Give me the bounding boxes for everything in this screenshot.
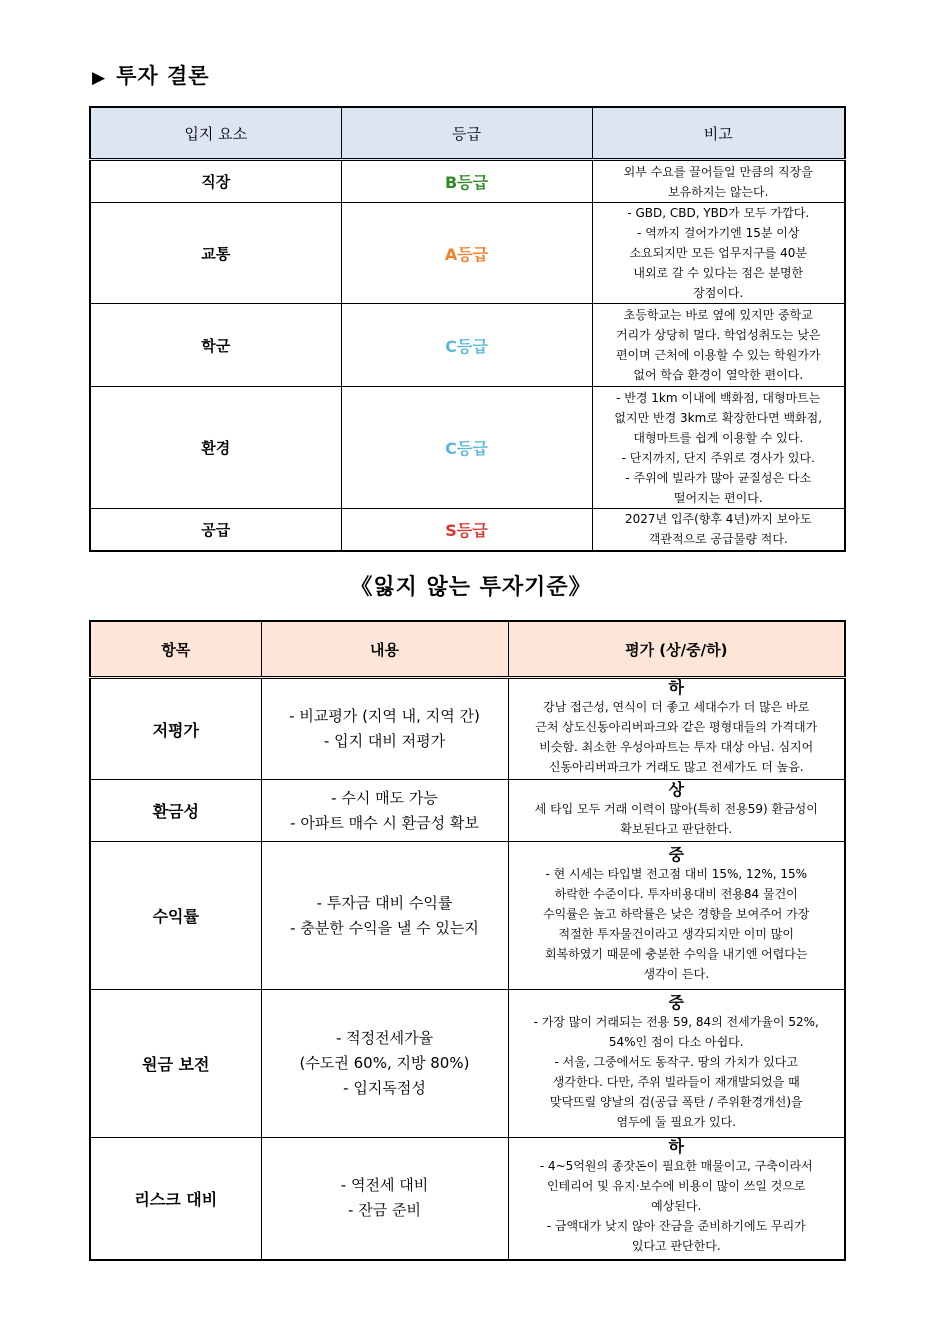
content-line: - 투자금 대비 수익률: [316, 893, 453, 912]
item-cell: 저평가: [90, 678, 261, 780]
evaluation-level: 하: [668, 678, 684, 697]
evaluation-line: - 가장 많이 거래되는 전용 59, 84의 전세가율이 52%,: [533, 1014, 819, 1029]
table-row: [90, 842, 845, 990]
table-row: [90, 780, 845, 842]
item-cell: 환금성: [90, 780, 261, 842]
note-line: - 주위에 빌라가 많아 균질성은 다소: [625, 470, 812, 485]
evaluation-cell: [508, 990, 845, 1138]
section-title-text: 투자 결론: [116, 64, 210, 88]
grade-cell: A등급: [341, 203, 592, 304]
evaluation-line: 세 타입 모두 거래 이력이 많아(특히 전용59) 환금성이: [534, 801, 818, 816]
evaluation-line: - 금액대가 낮지 않아 잔금을 준비하기에도 무리가: [546, 1219, 806, 1234]
factor-cell: 학군: [90, 304, 341, 387]
section-title: [92, 60, 210, 90]
table-row: [90, 678, 845, 780]
content-line: - 잔금 준비: [348, 1201, 421, 1220]
evaluation-line: - 서울, 그중에서도 동작구. 땅의 가치가 있다고: [554, 1054, 798, 1069]
evaluation-line: - 현 시세는 타입별 전고점 대비 15%, 12%, 15%: [545, 866, 808, 881]
evaluation-cell: [508, 842, 845, 990]
evaluation-cell: [508, 678, 845, 780]
evaluation-line: 강남 접근성, 연식이 더 좋고 세대수가 더 많은 바로: [543, 700, 810, 714]
item-cell: 원금 보전: [90, 990, 261, 1138]
factor-cell: 환경: [90, 387, 341, 509]
note-cell: [592, 387, 845, 509]
table-row: [90, 990, 845, 1138]
evaluation-line: 생각이 든다.: [643, 966, 710, 981]
header-item: 항목: [90, 621, 261, 678]
note-cell: [592, 203, 845, 304]
content-cell: [261, 990, 508, 1138]
note-line: 2027년 입주(향후 4년)까지 보아도: [625, 512, 812, 527]
content-line: - 적정전세가율: [335, 1029, 434, 1047]
header-evaluation: 평가 (상/중/하): [508, 621, 845, 678]
note-cell: [592, 160, 845, 203]
table-row: [90, 203, 845, 304]
criteria-title: 《잃지 않는 투자기준》: [350, 575, 592, 600]
note-line: 객관적으로 공급물량 적다.: [648, 532, 788, 547]
content-cell: [261, 842, 508, 990]
evaluation-line: 근처 상도신동아리버파크와 같은 평형대들의 가격대가: [535, 720, 818, 734]
note-line: - 단지까지, 단지 주위로 경사가 있다.: [621, 450, 815, 465]
content-line: - 수시 매도 가능: [331, 788, 438, 807]
note-line: - 반경 1km 이내에 백화점, 대형마트는: [616, 390, 821, 405]
header-grade: 등급: [341, 107, 592, 160]
evaluation-level: 중: [668, 844, 684, 864]
content-line: (수도권 60%, 지방 80%): [299, 1054, 470, 1072]
header-location-factor: 입지 요소: [90, 107, 341, 160]
evaluation-line: 적절한 투자물건이라고 생각되지만 이미 많이: [558, 926, 794, 941]
evaluation-line: 염두에 둘 필요가 있다.: [616, 1114, 737, 1129]
evaluation-line: 비슷함. 최소한 우성아파트는 투자 대상 아님. 심지어: [539, 740, 814, 754]
evaluation-level: 하: [668, 1137, 684, 1157]
evaluation-line: 맞닥뜨릴 양날의 검(공급 폭탄 / 주위환경개선)을: [549, 1094, 803, 1109]
item-cell: 수익률: [90, 842, 261, 990]
evaluation-level: 상: [668, 779, 684, 799]
evaluation-line: 54%인 점이 다소 아쉽다.: [608, 1034, 744, 1049]
header-content: 내용: [261, 621, 508, 678]
table-row: [90, 304, 845, 387]
factor-cell: 공급: [90, 509, 341, 551]
evaluation-line: 인테리어 및 유지·보수에 비용이 많이 쓰일 것으로: [546, 1179, 806, 1194]
note-line: 대형마트를 쉽게 이용할 수 있다.: [633, 430, 804, 445]
content-line: - 역전세 대비: [340, 1176, 429, 1195]
note-line: - GBD, CBD, YBD가 모두 가깝다.: [627, 206, 810, 220]
note-line: 장점이다.: [693, 286, 744, 300]
factor-cell: 직장: [90, 160, 341, 203]
note-line: 거리가 상당히 멀다. 학업성취도는 낮은: [615, 328, 821, 342]
content-line: - 입지독점성: [343, 1079, 426, 1097]
note-line: 외부 수요를 끌어들일 만큼의 직장을: [623, 164, 813, 179]
grade-cell: S등급: [341, 509, 592, 551]
content-line: - 아파트 매수 시 환금성 확보: [290, 813, 479, 832]
evaluation-level: 중: [668, 992, 684, 1012]
table-row: [90, 509, 845, 551]
note-line: 소요되지만 모든 업무지구를 40분: [629, 246, 807, 260]
content-cell: [261, 780, 508, 842]
content-cell: [261, 678, 508, 780]
evaluation-line: 있다고 판단한다.: [631, 1239, 721, 1254]
grade-cell: C등급: [341, 304, 592, 387]
note-line: 없어 학습 환경이 열악한 편이다.: [633, 368, 804, 382]
evaluation-cell: [508, 780, 845, 842]
investment-criteria-table: [89, 620, 846, 1261]
grade-cell: C등급: [341, 387, 592, 509]
table-row: [90, 160, 845, 203]
evaluation-cell: [508, 1138, 845, 1260]
note-line: 보유하지는 않는다.: [668, 184, 769, 199]
evaluation-line: 예상된다.: [651, 1199, 702, 1214]
note-line: - 역까지 걸어가기엔 15분 이상: [637, 226, 800, 240]
evaluation-line: 확보된다고 판단한다.: [620, 821, 733, 836]
evaluation-line: 하락한 수준이다. 투자비용대비 전용84 물건이: [554, 886, 798, 901]
evaluation-line: 수익률은 높고 하락률은 낮은 경향을 보여주어 가장: [543, 906, 810, 921]
table-row: [90, 1138, 845, 1260]
note-cell: [592, 509, 845, 551]
location-grade-table: [89, 106, 846, 552]
content-line: - 충분한 수익을 낼 수 있는지: [290, 918, 479, 937]
evaluation-line: 회복하였기 때문에 충분한 수익을 내기엔 어렵다는: [544, 946, 808, 961]
note-line: 내외로 갈 수 있다는 점은 분명한: [633, 266, 804, 280]
evaluation-line: - 4~5억원의 종잣돈이 필요한 매물이고, 구축이라서: [539, 1159, 813, 1174]
note-cell: [592, 304, 845, 387]
note-line: 초등학교는 바로 옆에 있지만 중학교: [623, 308, 813, 322]
evaluation-line: 생각한다. 다만, 주위 빌라들이 재개발되었을 때: [552, 1074, 800, 1089]
factor-cell: 교통: [90, 203, 341, 304]
evaluation-line: 신동아리버파크가 거래도 많고 전세가도 더 높음.: [548, 760, 804, 774]
triangle-marker-icon: ▶: [92, 68, 107, 88]
content-line: - 입지 대비 저평가: [323, 732, 446, 750]
note-line: 떨어지는 편이다.: [673, 490, 763, 505]
note-line: 없지만 반경 3km로 확장한다면 백화점,: [614, 410, 823, 425]
table-row: [90, 387, 845, 509]
header-note: 비고: [592, 107, 845, 160]
note-line: 편이며 근처에 이용할 수 있는 학원가가: [615, 348, 821, 362]
content-line: - 비교평가 (지역 내, 지역 간): [289, 707, 480, 725]
grade-cell: B등급: [341, 160, 592, 203]
item-cell: 리스크 대비: [90, 1138, 261, 1260]
content-cell: [261, 1138, 508, 1260]
